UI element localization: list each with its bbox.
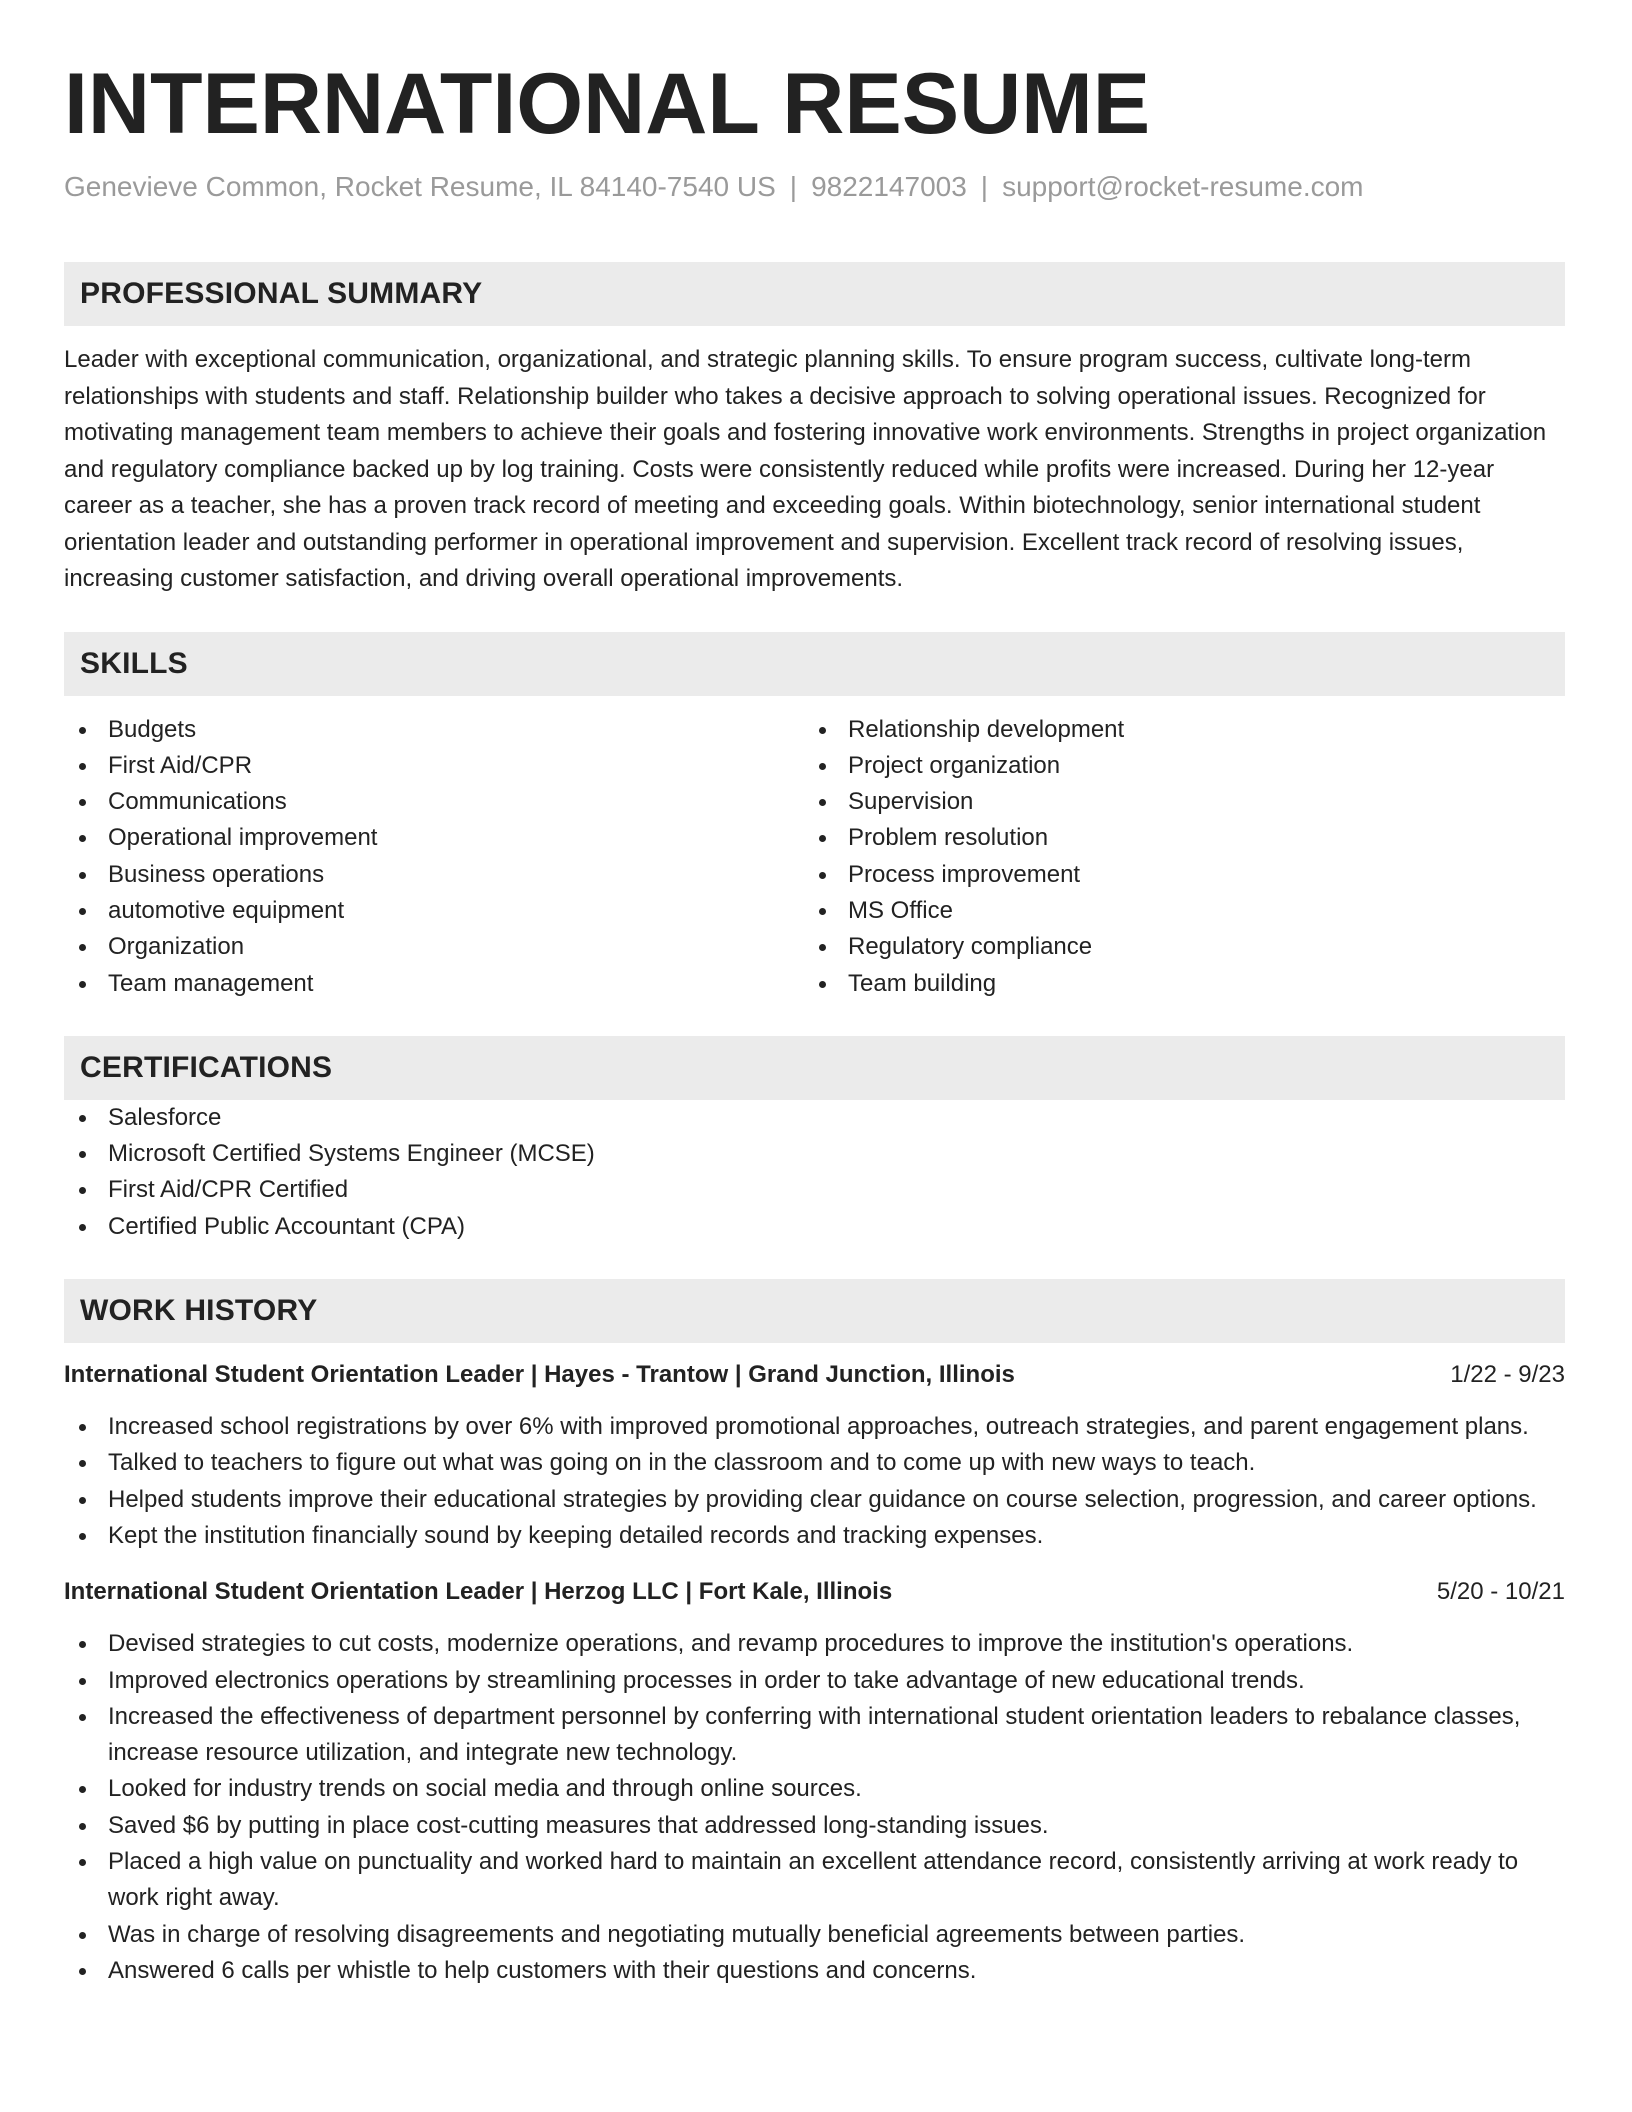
job-entry	[64, 1357, 1565, 1554]
certifications-section	[64, 1036, 1565, 1245]
job-bullet: Saved $6 by putting in place cost-cutting measures that addressed long-standing issues.	[64, 1808, 1565, 1844]
contact-phone: 9822147003	[811, 171, 967, 202]
skill-item: Communications	[64, 784, 804, 820]
resume-page	[64, 52, 1565, 1989]
section-header	[64, 1036, 1565, 1100]
skill-item: MS Office	[804, 893, 1544, 929]
skill-item: Process improvement	[804, 857, 1544, 893]
certification-item: Certified Public Accountant (CPA)	[64, 1209, 1565, 1245]
contact-address: Genevieve Common, Rocket Resume, IL 84140-7540 US	[64, 171, 776, 202]
skill-item: First Aid/CPR	[64, 748, 804, 784]
section-header	[64, 262, 1565, 326]
job-bullet: Helped students improve their educational strategies by providing clear guidance on course selection, progression, and career options.	[64, 1482, 1565, 1518]
job-bullet: Increased school registrations by over 6% with improved promotional approaches, outreach strategies, and parent engagement plans.	[64, 1409, 1565, 1445]
contact-email: support@rocket-resume.com	[1002, 171, 1364, 202]
skill-item: Team management	[64, 966, 804, 1002]
job-header	[64, 1574, 1565, 1610]
skills-heading: SKILLS	[80, 646, 188, 680]
summary-text: Leader with exceptional communication, organizational, and strategic planning skills. To ensure program success, cultivate long-term relationships with students and staff. Relationship builder who takes a decisive approach to solving operational issues. Recognized for motivating management team members to achieve their goals and fostering innovative work environments. Strengths in project organization and regulatory compliance backed up by log training. Costs were consistently reduced while profits were increased. During her 12-year career as a teacher, she has a proven track record of meeting and exceeding goals. Within biotechnology, senior international student orientation leader and outstanding performer in operational improvement and supervision. Excellent track record of resolving issues, increasing customer satisfaction, and driving overall operational improvements.	[64, 346, 1547, 592]
job-bullet: Increased the effectiveness of department personnel by conferring with international student orientation leaders to rebalance classes, increase resource utilization, and integrate new technology.	[64, 1699, 1565, 1772]
summary-heading: PROFESSIONAL SUMMARY	[80, 277, 483, 310]
skill-item: Team building	[804, 966, 1544, 1002]
job-bullet: Looked for industry trends on social media and through online sources.	[64, 1771, 1565, 1807]
skill-item: Supervision	[804, 784, 1544, 820]
contact-separator: |	[789, 171, 798, 202]
job-title: International Student Orientation Leader | Hayes - Trantow | Grand Junction, Illinois	[64, 1361, 1015, 1389]
job-bullet: Improved electronics operations by streamlining processes in order to take advantage of new educational trends.	[64, 1663, 1565, 1699]
job-bullet: Devised strategies to cut costs, modernize operations, and revamp procedures to improve the institution's operations.	[64, 1626, 1565, 1662]
skills-grid	[64, 712, 1565, 1002]
job-dates: 5/20 - 10/21	[1436, 1578, 1565, 1606]
certification-item: Salesforce	[64, 1100, 1565, 1136]
certifications-heading: CERTIFICATIONS	[80, 1050, 333, 1084]
skill-item: Budgets	[64, 712, 804, 748]
skill-item: automotive equipment	[64, 893, 804, 929]
skill-item: Problem resolution	[804, 820, 1544, 856]
job-bullets	[64, 1626, 1565, 1989]
skill-item: Operational improvement	[64, 820, 804, 856]
job-bullet: Talked to teachers to figure out what was going on in the classroom and to come up with new ways to teach.	[64, 1445, 1565, 1481]
certifications-list	[64, 1100, 1565, 1245]
skills-section	[64, 632, 1565, 1002]
certification-item: Microsoft Certified Systems Engineer (MCSE)	[64, 1136, 1565, 1172]
summary-section	[64, 262, 1565, 598]
job-bullet: Was in charge of resolving disagreements and negotiating mutually beneficial agreements between parties.	[64, 1917, 1565, 1953]
skills-list-left	[64, 712, 804, 1002]
job-bullet: Answered 6 calls per whistle to help customers with their questions and concerns.	[64, 1953, 1565, 1989]
section-header	[64, 1279, 1565, 1343]
job-title: International Student Orientation Leader | Herzog LLC | Fort Kale, Illinois	[64, 1578, 893, 1606]
work-history-section	[64, 1279, 1565, 1989]
job-dates: 1/22 - 9/23	[1450, 1361, 1565, 1389]
section-header	[64, 632, 1565, 696]
job-entry	[64, 1574, 1565, 1989]
contact-line	[64, 170, 1565, 204]
certification-item: First Aid/CPR Certified	[64, 1172, 1565, 1208]
skill-item: Regulatory compliance	[804, 929, 1544, 965]
skill-item: Relationship development	[804, 712, 1544, 748]
work-history-heading: WORK HISTORY	[80, 1294, 318, 1328]
resume-title: INTERNATIONAL RESUME	[64, 56, 1151, 152]
skill-item: Business operations	[64, 857, 804, 893]
job-bullet: Kept the institution financially sound by keeping detailed records and tracking expenses.	[64, 1518, 1565, 1554]
skill-item: Project organization	[804, 748, 1544, 784]
contact-separator: |	[980, 171, 989, 202]
job-bullet: Placed a high value on punctuality and worked hard to maintain an excellent attendance record, consistently arriving at work ready to work right away.	[64, 1844, 1565, 1917]
skill-item: Organization	[64, 929, 804, 965]
job-header	[64, 1357, 1565, 1393]
job-bullets	[64, 1409, 1565, 1554]
skills-list-right	[804, 712, 1544, 1002]
